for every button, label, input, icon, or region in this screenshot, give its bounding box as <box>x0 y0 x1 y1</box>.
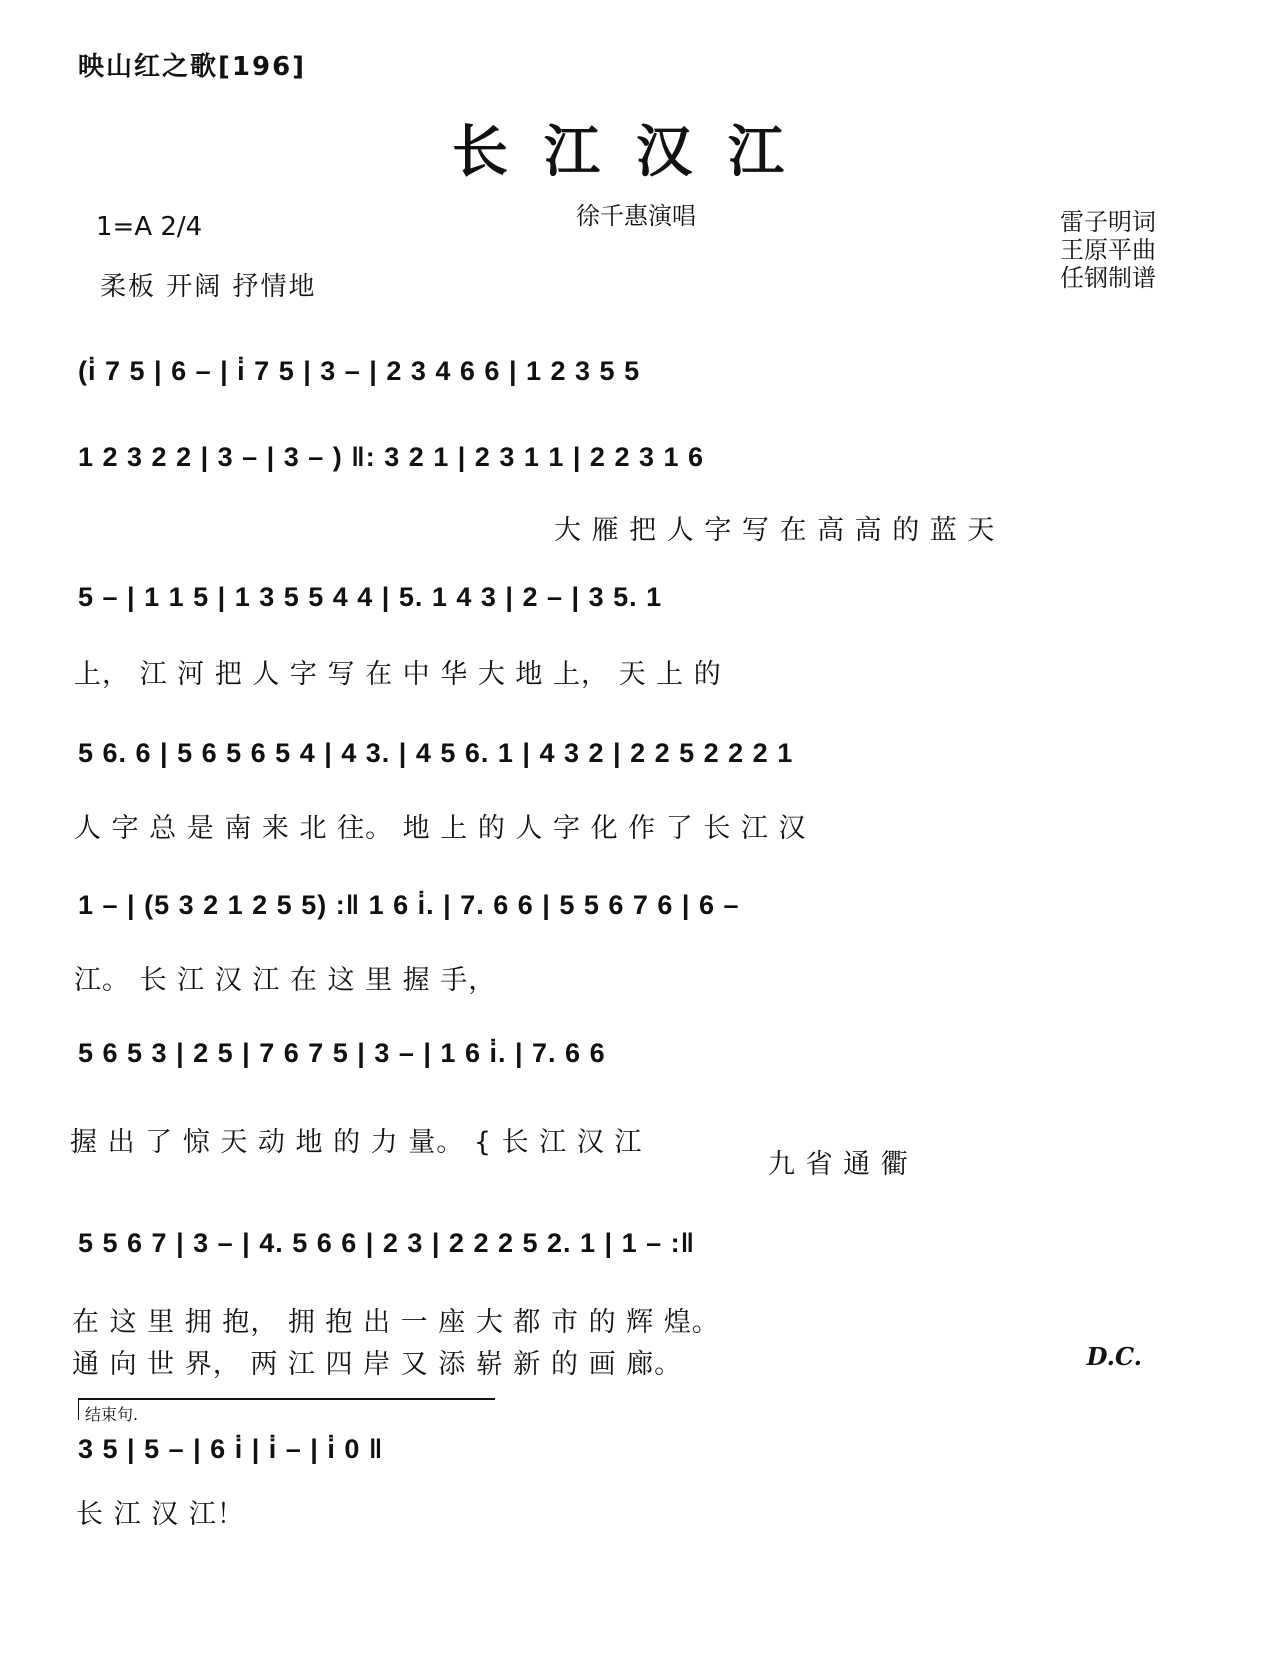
notes-line-8: 3 5 | 5 – | 6 i̇ | i̇ – | i̇ 0 ‖ <box>78 1434 384 1464</box>
lyrics-line-8: 长 江 汉 江！ <box>76 1499 245 1530</box>
tempo-marking: 柔板 开阔 抒情地 <box>100 272 317 302</box>
lyrics-line-7: 在 这 里 拥 抱， 拥 抱 出 一 座 大 都 市 的 辉 煌。 <box>72 1307 720 1338</box>
ending-label: 结束句. <box>78 1398 495 1420</box>
lyrics-line-7-verse-2: 通 向 世 界， 两 江 四 岸 又 添 崭 新 的 画 廊。 <box>72 1349 683 1380</box>
lyrics-line-6-verse-2: 九 省 通 衢 <box>768 1149 909 1180</box>
song-title: 长江汉江 <box>452 119 820 185</box>
notes-line-5: 1 – | (5 3 2 1 2 5 5) :‖ 1 6 i̇. | 7. 6 6 | 5 5 6 7 6 | 6 – <box>78 890 740 920</box>
lyrics-line-5: 江。 长 江 汉 江 在 这 里 握 手， <box>74 965 497 996</box>
notes-line-7: 5 5 6 7 | 3 – | 4. 5 6 6 | 2 3 | 2 2 2 5 2. 1 | 1 – :‖ <box>78 1228 696 1258</box>
lyrics-line-6: 握 出 了 惊 天 动 地 的 力 量。 { 长 江 汉 江 <box>70 1127 643 1158</box>
series-label: 映山红之歌[196] <box>78 52 307 82</box>
singer-credit: 徐千惠演唱 <box>576 202 696 230</box>
notes-line-4: 5 6. 6 | 5 6 5 6 5 4 | 4 3. | 4 5 6. 1 | 4 3 2 | 2 2 5 2 2 2 1 <box>78 738 794 768</box>
lyrics-line-4: 人 字 总 是 南 来 北 往。 地 上 的 人 字 化 作 了 长 江 汉 <box>74 813 807 844</box>
notes-line-6: 5 6 5 3 | 2 5 | 7 6 7 5 | 3 – | 1 6 i̇. | 7. 6 6 <box>78 1038 606 1068</box>
notes-line-3: 5 – | 1 1 5 | 1 3 5 5 4 4 | 5. 1 4 3 | 2 – | 3 5. 1 <box>78 582 663 612</box>
composer-credit: 王原平曲 <box>1060 236 1156 264</box>
lyrics-line-3: 上， 江 河 把 人 字 写 在 中 华 大 地 上， 天 上 的 <box>74 659 722 690</box>
key-signature: 1=A 2/4 <box>96 212 203 242</box>
lyricist-credit: 雷子明词 <box>1060 208 1156 236</box>
dc-marking: D.C. <box>1086 1342 1142 1371</box>
credits <box>1060 208 1156 292</box>
lyrics-line-2: 大 雁 把 人 字 写 在 高 高 的 蓝 天 <box>554 515 996 546</box>
notes-line-1: (i̇ 7 5 | 6 – | i̇ 7 5 | 3 – | 2 3 4 6 6 | 1 2 3 5 5 <box>78 356 641 386</box>
notes-line-2: 1 2 3 2 2 | 3 – | 3 – ) ‖: 3 2 1 | 2 3 1 1 | 2 2 3 1 6 <box>78 442 705 472</box>
transcriber-credit: 任钢制谱 <box>1060 264 1156 292</box>
